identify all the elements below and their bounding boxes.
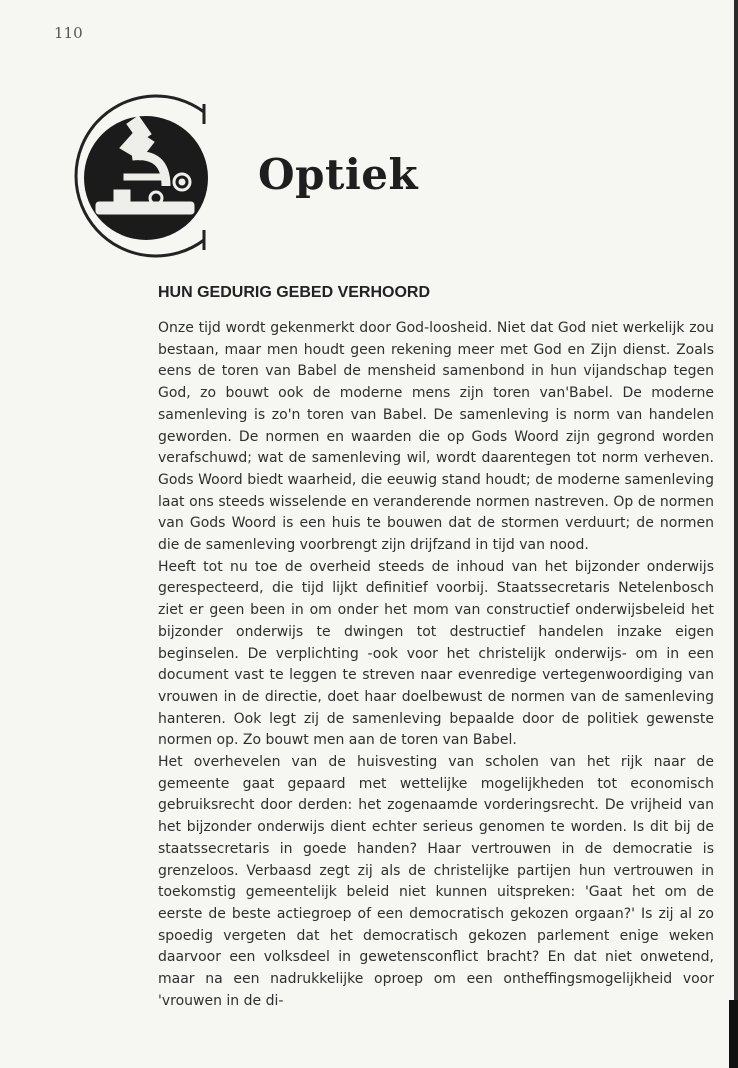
section-title: Optiek	[258, 150, 419, 199]
article-heading: HUN GEDURIG GEBED VERHOORD	[158, 284, 431, 301]
paragraph: Heeft tot nu toe de overheid steeds de inhoud van het bijzonder onderwijs gerespecteerd, die tijd lijkt definitief voorbij. Staatssecretaris Netelenbosch ziet er geen been in om onder het mom van constructief onderwijsbeleid het bijzonder onderwijs te dwingen tot destructief handelen inzake eigen beginselen. De verplichting -ook voor het christelijk onderwijs- om in een document vast te leggen te streven naar evenredige vertegenwoordiging van vrouwen in de directie, doet haar doelbewust de normen van de samenleving hanteren. Ook legt zij de samenleving bepaalde door de politiek gewenste normen op. Zo bouwt men aan de toren van Babel.	[158, 558, 714, 749]
paragraph: Onze tijd wordt gekenmerkt door God-loosheid. Niet dat God niet werkelijk zou bestaan, maar men houdt geen rekening meer met God en Zijn dienst. Zoals eens de toren van Babel de mensheid samenbond in hun vijandschap tegen God, zo bouwt ook de moderne mens zijn toren van'Babel. De moderne samenleving is zo'n toren van Babel. De samenleving is norm van handelen geworden. De normen en waarden die op Gods Woord zijn gegrond worden verafschuwd; wat de samenleving wil, wordt daarentegen tot norm verheven. Gods Woord biedt waarheid, die eeuwig stand houdt; de moderne samenleving laat ons steeds wisselende en veranderende normen nastreven. Op de normen van Gods Woord is een huis te bouwen dat de stormen verduurt; de normen die de samenleving voorbrengt zijn drijfzand in tijd van nood.	[158, 320, 714, 554]
paragraph: Het overhevelen van de huisvesting van scholen van het rijk naar de gemeente gaat gepaard met wettelijke mogelijkheden tot economisch gebruiksrecht door derden: het zogenaamde vorderingsrecht. De vrijheid van het bijzonder onderwijs dient echter serieus genomen te worden. Is dit bij de staatssecretaris in goede handen? Haar vertrouwen in de democratie is grenzeloos. Verbaasd zegt zij als de christelijke partijen hun vertrouwen in toekomstig gemeentelijk beleid niet kunnen uitspreken: 'Gaat het om de eerste de beste actiegroep of een democratisch gekozen orgaan?' Is zij al zo spoedig vergeten dat het democratisch gekozen parlement enige weken daarvoor een volksdeel in gewetensconflict bracht? En dat niet onwetend, maar na een nadrukkelijke oproep om een ontheffingsmogelijkheid voor 'vrouwen in de di-	[158, 754, 714, 1009]
page-number: 110	[54, 24, 83, 42]
page-binding-edge	[734, 0, 738, 1068]
article-body	[158, 318, 714, 1013]
page-binding-edge	[729, 1000, 738, 1068]
microscope-icon	[54, 90, 222, 266]
